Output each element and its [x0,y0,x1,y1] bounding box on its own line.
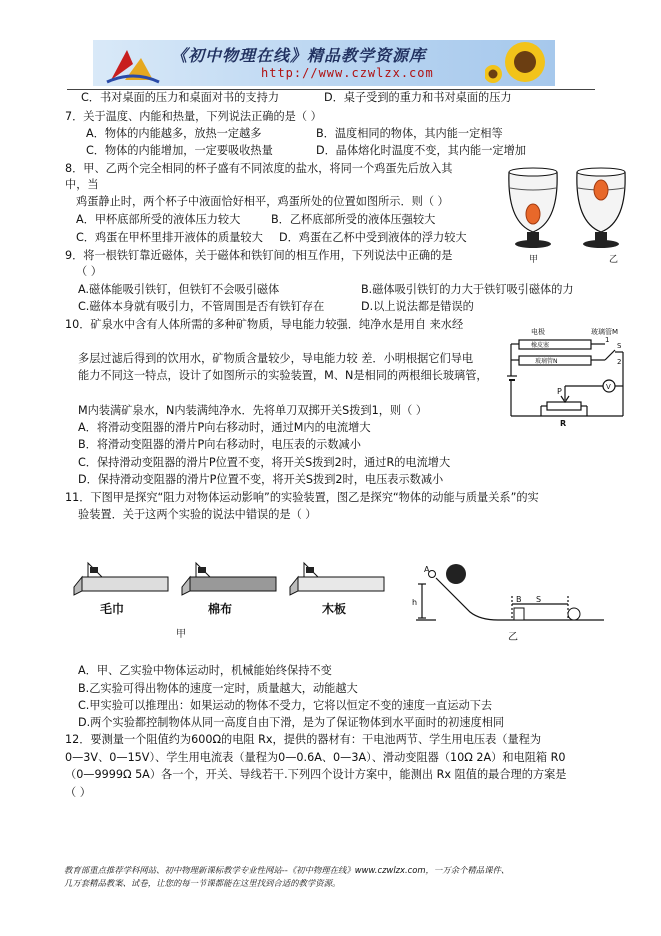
q10-option-c: C．保持滑动变阻器的滑片P位置不变，将开关S拨到2时，通过R的电流增大 [78,456,451,469]
q12-line2: 0—3V、0—15V）、学生用电流表（量程为0—0.6A、0—3A）、滑动变阻器（10Ω 2A）和电阻箱 R0 [65,751,566,764]
label-a: A [424,565,430,574]
egg-in-cup-b [594,180,608,200]
label-switch-s: S [617,342,622,350]
q10-option-a: A．将滑动变阻器的滑片P向右移动时，通过M内的电流增大 [78,421,371,434]
label-glass-tube-m: 玻璃管M [591,328,619,336]
label-voltmeter: V [606,383,611,391]
sunflower-icon [485,40,555,86]
label-h: h [412,598,418,607]
q8-fig-label-a: 甲 [529,255,539,265]
q8-stem-line1: 8．甲、乙两个完全相同的杯子盛有不同浓度的盐水，将同一个鸡蛋先后放入其 [65,162,453,175]
q12-line3: （0—9999Ω 5A）各一个，开关、导线若干.下列四个设计方案中，能测出 Rx 阻值的最合理的方案是 [65,768,567,781]
label-rubber-plug: 橡皮塞 [531,342,550,349]
q9-stem-line2: （ ） [76,265,102,278]
egg-in-cup-a [526,204,540,224]
banner-title: 《初中物理在线》精品教学资源库 [171,46,427,65]
q8-stem-line2: 中，当 [65,178,99,191]
q8-option-a: A．甲杯底部所受的液体压力较大 [76,213,241,226]
q8-cups-figure [503,158,633,270]
ramp-cotton [182,563,276,595]
small-ball-a [429,571,436,578]
q8-stem-line3: 鸡蛋静止时，两个杯子中液面恰好相平，鸡蛋所处的位置如图所示．则（ ） [76,195,449,208]
label-s: S [536,595,542,604]
q9-stem-line1: 9．将一根铁钉靠近磁体，关于磁体和铁钉间的相互作用，下列说法中正确的是 [65,249,453,262]
label-slider-p: P [557,387,562,396]
surface-label-towel: 毛巾 [100,602,125,616]
q11-stem-line2: 验装置．关于这两个实验的说法中错误的是（ ） [78,508,317,521]
q7-option-b: B．温度相同的物体，其内能一定相等 [316,127,503,140]
glass-tube-m [519,340,591,349]
q10-option-d: D．保持滑动变阻器的滑片P位置不变，将开关S拨到2时，电压表示数减小 [78,473,444,486]
block-b [514,608,524,620]
q9-option-c: C.磁体本身就有吸引力，不管周围是否有铁钉存在 [78,300,325,313]
q10-stem-line4: M内装满矿泉水，N内装满纯净水．先将单刀双掷开关S拨到1，则（ ） [78,404,428,417]
footer-line2: 几万套精品教案、试卷，让您的每一节课都能在这里找到合适的教学资源。 [64,878,341,888]
label-glass-tube-n: 玻璃管N [535,358,558,365]
ramp-towel [74,563,168,595]
q8-option-c: C．鸡蛋在甲杯里排开液体的质量较大 [76,231,263,244]
q12-line1: 12．要测量一个阻值约为600Ω的电阻 Rx，提供的器材有：干电池两节、学生用电压表（量程为 [65,733,542,746]
q7-stem: 7．关于温度、内能和热量，下列说法正确的是（ ） [65,110,322,123]
surface-label-cotton: 棉布 [208,602,233,616]
q8-option-d: D．鸡蛋在乙杯中受到液体的浮力较大 [279,231,467,244]
q10-stem-line2: 多层过滤后得到的饮用水，矿物质含量较少，导电能力较 差．小明根据它们导电 [78,352,474,365]
q11-option-b: B.乙实验可得出物体的速度一定时，质量越大，动能越大 [78,682,358,695]
q7-option-c: C．物体的内能增加，一定要吸收热量 [86,144,273,157]
label-b: B [516,595,522,604]
label-switch-1: 1 [605,336,610,344]
q11-fig-a-label: 甲 [176,629,186,640]
surface-label-board: 木板 [322,602,347,616]
large-ball [446,564,466,584]
footer-line1: 教育部重点推荐学科网站、初中物理新课标教学专业性网站--《初中物理在线》www.czwlzx.com，一万余个精品课件、 [64,865,510,875]
q11-option-a: A．甲、乙实验中物体运动时，机械能始终保持不变 [78,664,332,677]
label-switch-2: 2 [617,358,622,366]
q9-option-b: B.磁体吸引铁钉的力大于铁钉吸引磁体的力 [361,283,574,296]
q11-fig-b-label: 乙 [508,632,518,643]
q10-option-b: B．将滑动变阻器的滑片P向右移动时，电压表的示数减小 [78,438,361,451]
q11-option-d: D.两个实验都控制物体从同一高度自由下滑，是为了保证物体到水平面时的初速度相同 [78,716,505,729]
q8-fig-label-b: 乙 [609,255,619,265]
q8-option-b: B．乙杯底部所受的液体压强较大 [271,213,436,226]
header-banner [93,40,555,86]
q10-stem-line1: 10．矿泉水中含有人体所需的多种矿物质，导电能力较强．纯净水是用自 来水经 [65,318,464,331]
q6-option-d: D．桌子受到的重力和书对桌面的压力 [324,91,512,104]
label-electrode: 电极 [531,328,545,336]
q7-option-a: A．物体的内能越多，放热一定越多 [86,127,262,140]
q10-stem-line3: 能力不同这一特点，设计了如图所示的实验装置，M、N是相同的两根细长玻璃管， [78,369,488,382]
label-rheostat-r: R [560,419,567,428]
banner-url[interactable]: http://www.czwlzx.com [261,66,434,80]
q10-circuit-figure [505,320,633,430]
ball-after [568,608,580,620]
q7-option-d: D．晶体熔化时温度不变，其内能一定增加 [316,144,526,157]
q9-option-d: D.以上说法都是错误的 [361,300,474,313]
ramp-board [290,563,384,595]
q12-line4: （ ） [65,786,91,799]
q9-option-a: A.磁体能吸引铁钉，但铁钉不会吸引磁体 [78,283,280,296]
q11-stem-line1: 11．下图甲是探究“阻力对物体运动影响”的实验装置，图乙是探究“物体的动能与质量关系”的实 [65,491,539,504]
q11-option-c: C.甲实验可以推理出：如果运动的物体不受力，它将以恒定不变的速度一直运动下去 [78,699,493,712]
site-logo [103,44,163,84]
q11-figure-b [408,560,608,645]
q11-figure-a [68,555,398,645]
q6-option-c: C．书对桌面的压力和桌面对书的支持力 [81,91,280,104]
